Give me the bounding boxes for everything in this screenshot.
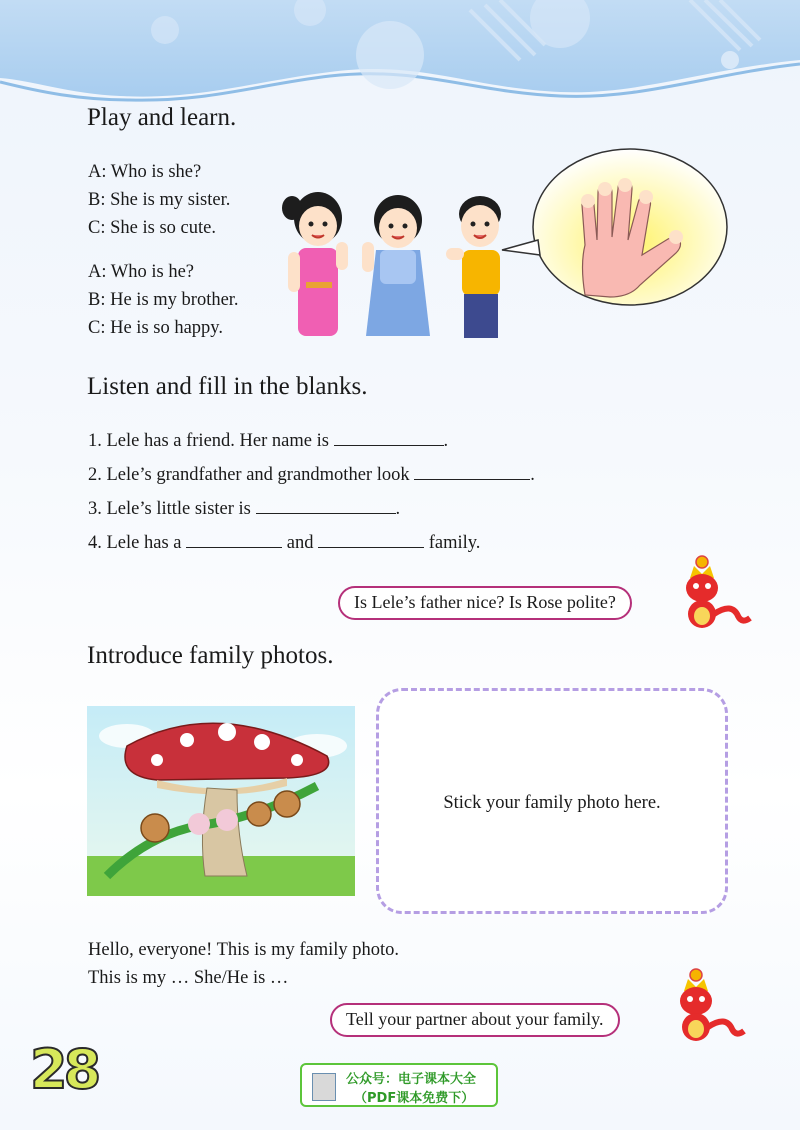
fill-item-2 xyxy=(88,461,535,486)
dialog-line: B: He is my brother. xyxy=(88,290,239,310)
girl-figure xyxy=(282,192,348,336)
document-icon xyxy=(312,1073,336,1101)
page-number: 28 xyxy=(30,1038,98,1101)
model-sentence: Hello, everyone! This is my family photo. xyxy=(88,940,400,960)
footer-line-2: （PDF课本免费下） xyxy=(354,1091,475,1106)
answer-blank[interactable] xyxy=(256,495,396,514)
fill-item-text: . xyxy=(530,465,535,485)
answer-blank[interactable] xyxy=(334,427,444,446)
footer-badge xyxy=(300,1063,498,1107)
fill-item-text: 1. Lele has a friend. Her name is xyxy=(88,431,334,451)
fill-item-text: 3. Lele’s little sister is xyxy=(88,499,256,519)
photo-placeholder-text: Stick your family photo here. xyxy=(443,793,661,813)
model-sentence: This is my … She/He is … xyxy=(88,968,289,988)
fill-item-1 xyxy=(88,427,448,452)
dialog-line: A: Who is she? xyxy=(88,162,202,182)
section-title-play-and-learn: Play and learn. xyxy=(87,104,237,131)
answer-blank[interactable] xyxy=(318,529,424,548)
question-bubble: Is Lele’s father nice? Is Rose polite? xyxy=(338,586,632,620)
footer-line-1: 公众号：电子课本大全 xyxy=(346,1072,477,1087)
finger-family-bubble xyxy=(500,145,732,310)
fill-item-text: and xyxy=(282,533,319,553)
fill-item-text: 4. Lele has a xyxy=(88,533,187,553)
dialog-block-2 xyxy=(88,258,239,342)
header-band xyxy=(0,0,800,110)
fill-item-text: . xyxy=(443,431,449,451)
boy-figure xyxy=(446,196,501,338)
snail-family-illustration xyxy=(87,706,355,896)
girl-figure xyxy=(362,195,430,336)
fill-item-3 xyxy=(88,495,400,520)
dragon-mascot-icon xyxy=(672,552,752,632)
dialog-block-1 xyxy=(88,158,230,242)
fill-item-text: family. xyxy=(424,533,481,553)
photo-placeholder-box[interactable] xyxy=(376,688,728,914)
children-illustration xyxy=(270,178,520,343)
dialog-line: C: He is so happy. xyxy=(88,318,223,338)
fill-item-text: . xyxy=(395,499,401,519)
dragon-mascot-icon xyxy=(666,965,746,1045)
dialog-line: A: Who is he? xyxy=(88,262,195,282)
answer-blank[interactable] xyxy=(414,461,530,480)
fill-item-4 xyxy=(88,529,480,554)
section-title-introduce: Introduce family photos. xyxy=(87,642,334,669)
section-title-listen: Listen and fill in the blanks. xyxy=(87,373,368,400)
dialog-line: B: She is my sister. xyxy=(88,190,231,210)
dialog-line: C: She is so cute. xyxy=(88,218,216,238)
prompt-bubble: Tell your partner about your family. xyxy=(330,1003,620,1037)
answer-blank[interactable] xyxy=(186,529,282,548)
fill-item-text: 2. Lele’s grandfather and grandmother look xyxy=(88,465,415,485)
